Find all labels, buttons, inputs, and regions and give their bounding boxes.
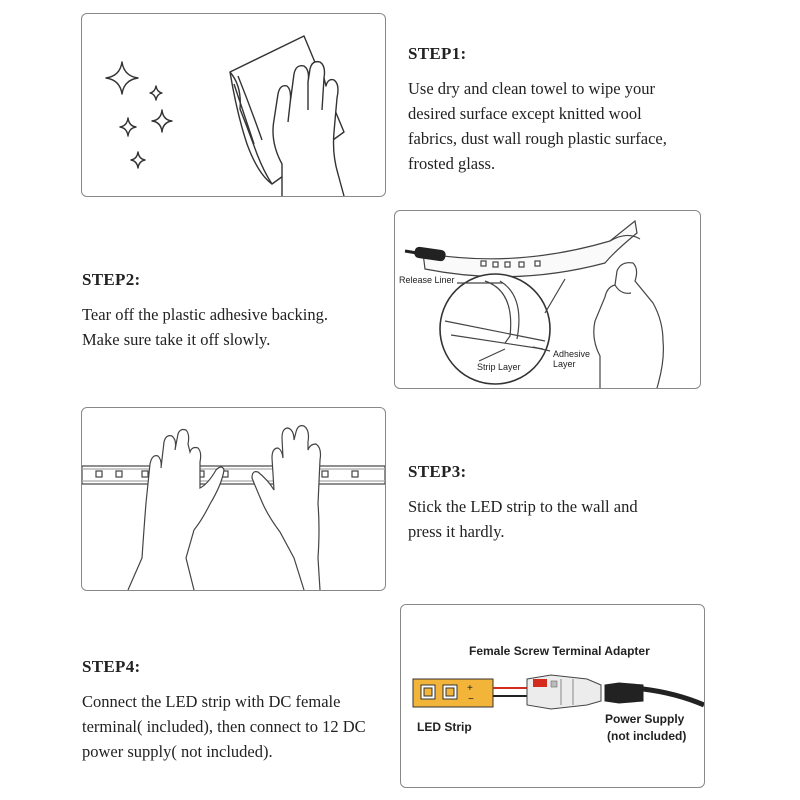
step1-line: desired surface except knitted wool bbox=[408, 104, 642, 123]
step4-description bbox=[82, 689, 390, 764]
step4-line: power supply( not included). bbox=[82, 742, 273, 761]
step3-text-block bbox=[408, 462, 698, 544]
adapter-label: Female Screw Terminal Adapter bbox=[469, 644, 650, 658]
step4-text-block bbox=[82, 657, 390, 764]
step3-description bbox=[408, 494, 698, 544]
step2-line: Tear off the plastic adhesive backing. bbox=[82, 305, 328, 324]
step1-text-block bbox=[408, 44, 698, 176]
step4-title: STEP4: bbox=[82, 657, 141, 676]
step3-illustration-panel bbox=[81, 407, 386, 591]
step1-title: STEP1: bbox=[408, 44, 467, 63]
connector-shape bbox=[414, 247, 445, 261]
step1-description bbox=[408, 76, 698, 176]
step4-line: terminal( included), then connect to 12 DC bbox=[82, 717, 366, 736]
towel-wipe-illustration bbox=[82, 14, 385, 196]
hand-shape bbox=[594, 263, 664, 388]
sparkle-icon bbox=[131, 152, 145, 168]
step4-illustration-panel bbox=[400, 604, 705, 788]
sparkle-icon bbox=[106, 62, 138, 94]
step3-line: press it hardly. bbox=[408, 522, 505, 541]
led-strip-label: LED Strip bbox=[417, 720, 472, 734]
step3-line: Stick the LED strip to the wall and bbox=[408, 497, 638, 516]
power-supply-label: Power Supply bbox=[605, 712, 685, 726]
release-liner-label: Release Liner bbox=[399, 275, 455, 285]
press-strip-illustration bbox=[82, 408, 385, 590]
strip-layer-label: Strip Layer bbox=[477, 362, 521, 372]
step2-illustration-panel bbox=[394, 210, 701, 389]
step2-title: STEP2: bbox=[82, 270, 141, 289]
step4-line: Connect the LED strip with DC female bbox=[82, 692, 341, 711]
power-supply-label: (not included) bbox=[607, 729, 687, 743]
peel-backing-illustration bbox=[395, 211, 700, 388]
left-hand-shape bbox=[128, 430, 224, 591]
step1-line: fabrics, dust wall rough plastic surface, bbox=[408, 129, 667, 148]
sparkle-icon bbox=[150, 86, 162, 100]
sparkle-icon bbox=[152, 110, 172, 132]
step1-illustration-panel bbox=[81, 13, 386, 197]
step1-line: Use dry and clean towel to wipe your bbox=[408, 79, 655, 98]
step1-line: frosted glass. bbox=[408, 154, 496, 173]
step2-description bbox=[82, 302, 382, 352]
adhesive-layer-label: Adhesive bbox=[553, 349, 591, 359]
connection-diagram bbox=[401, 605, 704, 787]
svg-text:+: + bbox=[467, 683, 473, 694]
step2-text-block bbox=[82, 270, 382, 352]
step3-title: STEP3: bbox=[408, 462, 467, 481]
step2-line: Make sure take it off slowly. bbox=[82, 330, 271, 349]
led-strip-shape bbox=[423, 221, 637, 277]
right-hand-shape bbox=[252, 426, 321, 590]
power-plug-shape bbox=[605, 683, 643, 703]
sparkle-icon bbox=[120, 118, 136, 136]
svg-text:−: − bbox=[468, 694, 474, 705]
adhesive-layer-label: Layer bbox=[553, 359, 576, 369]
